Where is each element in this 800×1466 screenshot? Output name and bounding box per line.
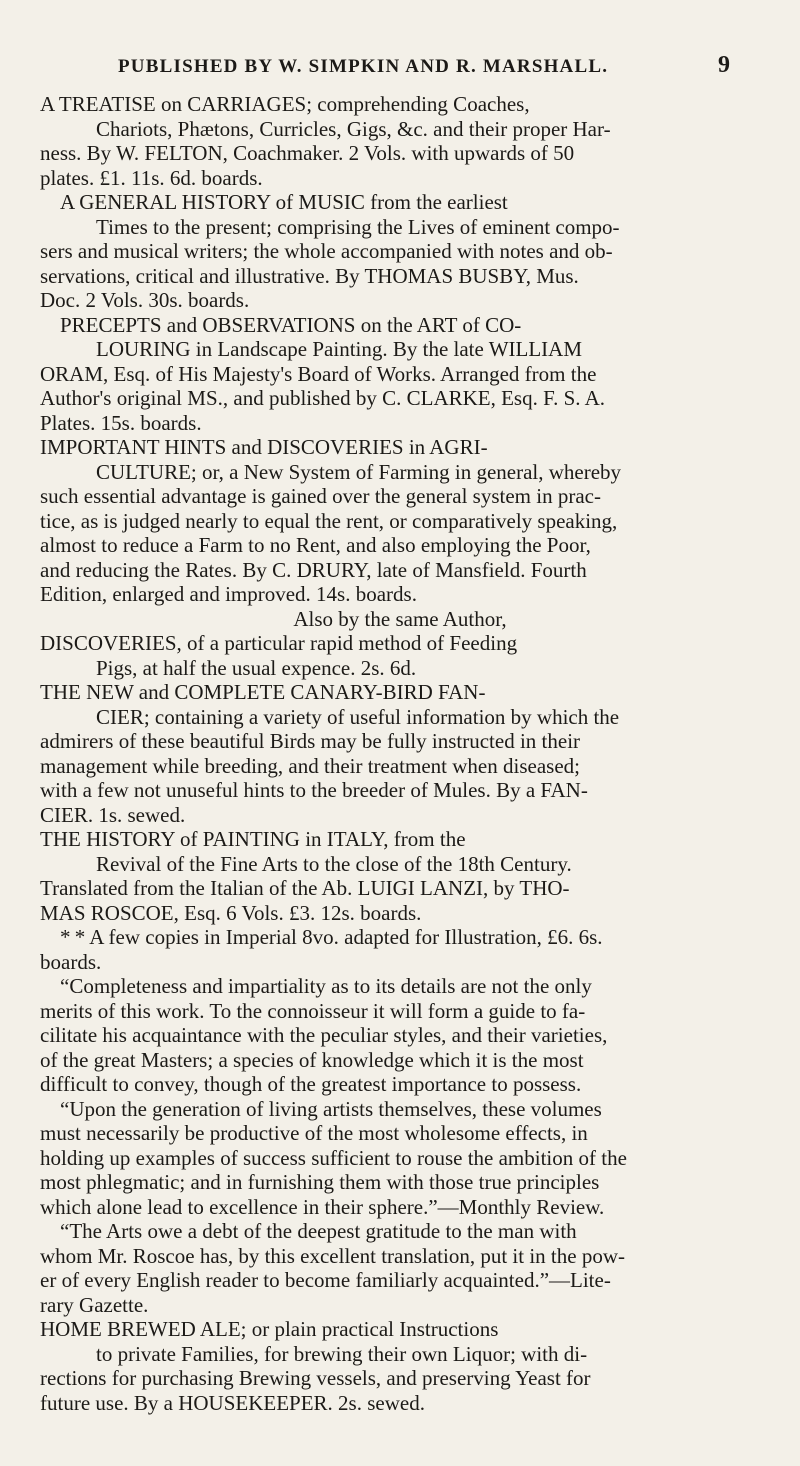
text-line: Times to the present; comprising the Lives of eminent compo- [96, 214, 620, 239]
text-line: DISCOVERIES, of a particular rapid method of Feeding [40, 631, 518, 655]
text-line: admirers of these beautiful Birds may be fully instructed in their [40, 729, 581, 753]
text-line: boards. [40, 949, 102, 974]
advertisement-listing [40, 92, 760, 1415]
text-line: cilitate his acquaintance with the peculiar styles, and their varieties, [40, 1023, 608, 1047]
text-line: difficult to convey, though of the greatest importance to possess. [40, 1072, 582, 1096]
text-line: ORAM, Esq. of His Majesty's Board of Works. Arranged from the [40, 361, 597, 386]
text-line: LOURING in Landscape Painting. By the late WILLIAM [96, 337, 583, 361]
text-line: Doc. 2 Vols. 30s. boards. [40, 288, 250, 312]
text-line: sers and musical writers; the whole accompanied with notes and ob- [40, 239, 613, 263]
text-line: MAS ROSCOE, Esq. 6 Vols. £3. 12s. boards. [40, 900, 422, 925]
text-line: tice, as is judged nearly to equal the rent, or comparatively speaking, [40, 508, 618, 533]
text-line: management while breeding, and their treatment when diseased; [40, 753, 580, 778]
text-line: THE HISTORY of PAINTING in ITALY, from the [40, 827, 466, 851]
text-line: whom Mr. Roscoe has, by this excellent translation, put it in the pow- [40, 1243, 625, 1268]
text-line: “The Arts owe a debt of the deepest gratitude to the man with [60, 1219, 577, 1243]
text-line: A TREATISE on CARRIAGES; comprehending Coaches, [40, 92, 530, 116]
text-line: Edition, enlarged and improved. 14s. boards. [40, 582, 417, 606]
text-line: er of every English reader to become familiarly acquainted.”—Lite- [40, 1268, 611, 1292]
text-line: A GENERAL HISTORY of MUSIC from the earliest [60, 190, 508, 214]
running-title: PUBLISHED BY W. SIMPKIN AND R. MARSHALL. [118, 56, 609, 77]
text-line: to private Families, for brewing their own Liquor; with di- [96, 1341, 588, 1366]
text-line: with a few not unuseful hints to the breeder of Mules. By a FAN- [40, 778, 588, 802]
text-line: * * A few copies in Imperial 8vo. adapted for Illustration, £6. 6s. [60, 925, 603, 949]
text-line: rary Gazette. [40, 1292, 149, 1317]
text-line: and reducing the Rates. By C. DRURY, late of Mansfield. Fourth [40, 557, 587, 582]
text-line: IMPORTANT HINTS and DISCOVERIES in AGRI- [40, 435, 488, 459]
page-number: 9 [718, 52, 730, 78]
text-line: “Upon the generation of living artists themselves, these volumes [60, 1096, 602, 1121]
text-line: plates. £1. 11s. 6d. boards. [40, 165, 263, 190]
text-line: almost to reduce a Farm to no Rent, and also employing the Poor, [40, 533, 591, 557]
text-line: HOME BREWED ALE; or plain practical Instructions [40, 1317, 499, 1341]
text-line: “Completeness and impartiality as to its details are not the only [60, 974, 592, 998]
text-line: most phlegmatic; and in furnishing them with those true principles [40, 1170, 600, 1194]
text-line: PRECEPTS and OBSERVATIONS on the ART of CO- [60, 312, 522, 337]
text-line: merits of this work. To the connoisseur it will form a guide to fa- [40, 998, 586, 1023]
text-line: CULTURE; or, a New System of Farming in general, whereby [96, 459, 622, 484]
text-line: rections for purchasing Brewing vessels, and preserving Yeast for [40, 1366, 591, 1390]
text-line: ness. By W. FELTON, Coachmaker. 2 Vols. with upwards of 50 [40, 141, 575, 165]
text-line: THE NEW and COMPLETE CANARY-BIRD FAN- [40, 680, 486, 704]
text-line: which alone lead to excellence in their sphere.”—Monthly Review. [40, 1194, 605, 1219]
text-line: Also by the same Author, [293, 606, 507, 631]
text-line: Chariots, Phætons, Curricles, Gigs, &c. and their proper Har- [96, 116, 611, 141]
running-header [118, 52, 730, 79]
text-line: CIER; containing a variety of useful information by which the [96, 704, 620, 729]
text-line: of the great Masters; a species of knowledge which it is the most [40, 1047, 584, 1072]
text-line: servations, critical and illustrative. By THOMAS BUSBY, Mus. [40, 263, 579, 288]
text-line: such essential advantage is gained over the general system in prac- [40, 484, 601, 508]
text-line: CIER. 1s. sewed. [40, 802, 186, 827]
text-line: Translated from the Italian of the Ab. LUIGI LANZI, by THO- [40, 876, 570, 900]
text-line: Revival of the Fine Arts to the close of the 18th Century. [96, 851, 572, 876]
text-line: future use. By a HOUSEKEEPER. 2s. sewed. [40, 1390, 425, 1415]
text-line: Plates. 15s. boards. [40, 410, 202, 435]
text-line: must necessarily be productive of the most wholesome effects, in [40, 1121, 588, 1145]
text-line: Author's original MS., and published by C. CLARKE, Esq. F. S. A. [40, 386, 606, 410]
text-line: holding up examples of success sufficient to rouse the ambition of the [40, 1145, 627, 1170]
text-line: Pigs, at half the usual expence. 2s. 6d. [96, 655, 417, 680]
